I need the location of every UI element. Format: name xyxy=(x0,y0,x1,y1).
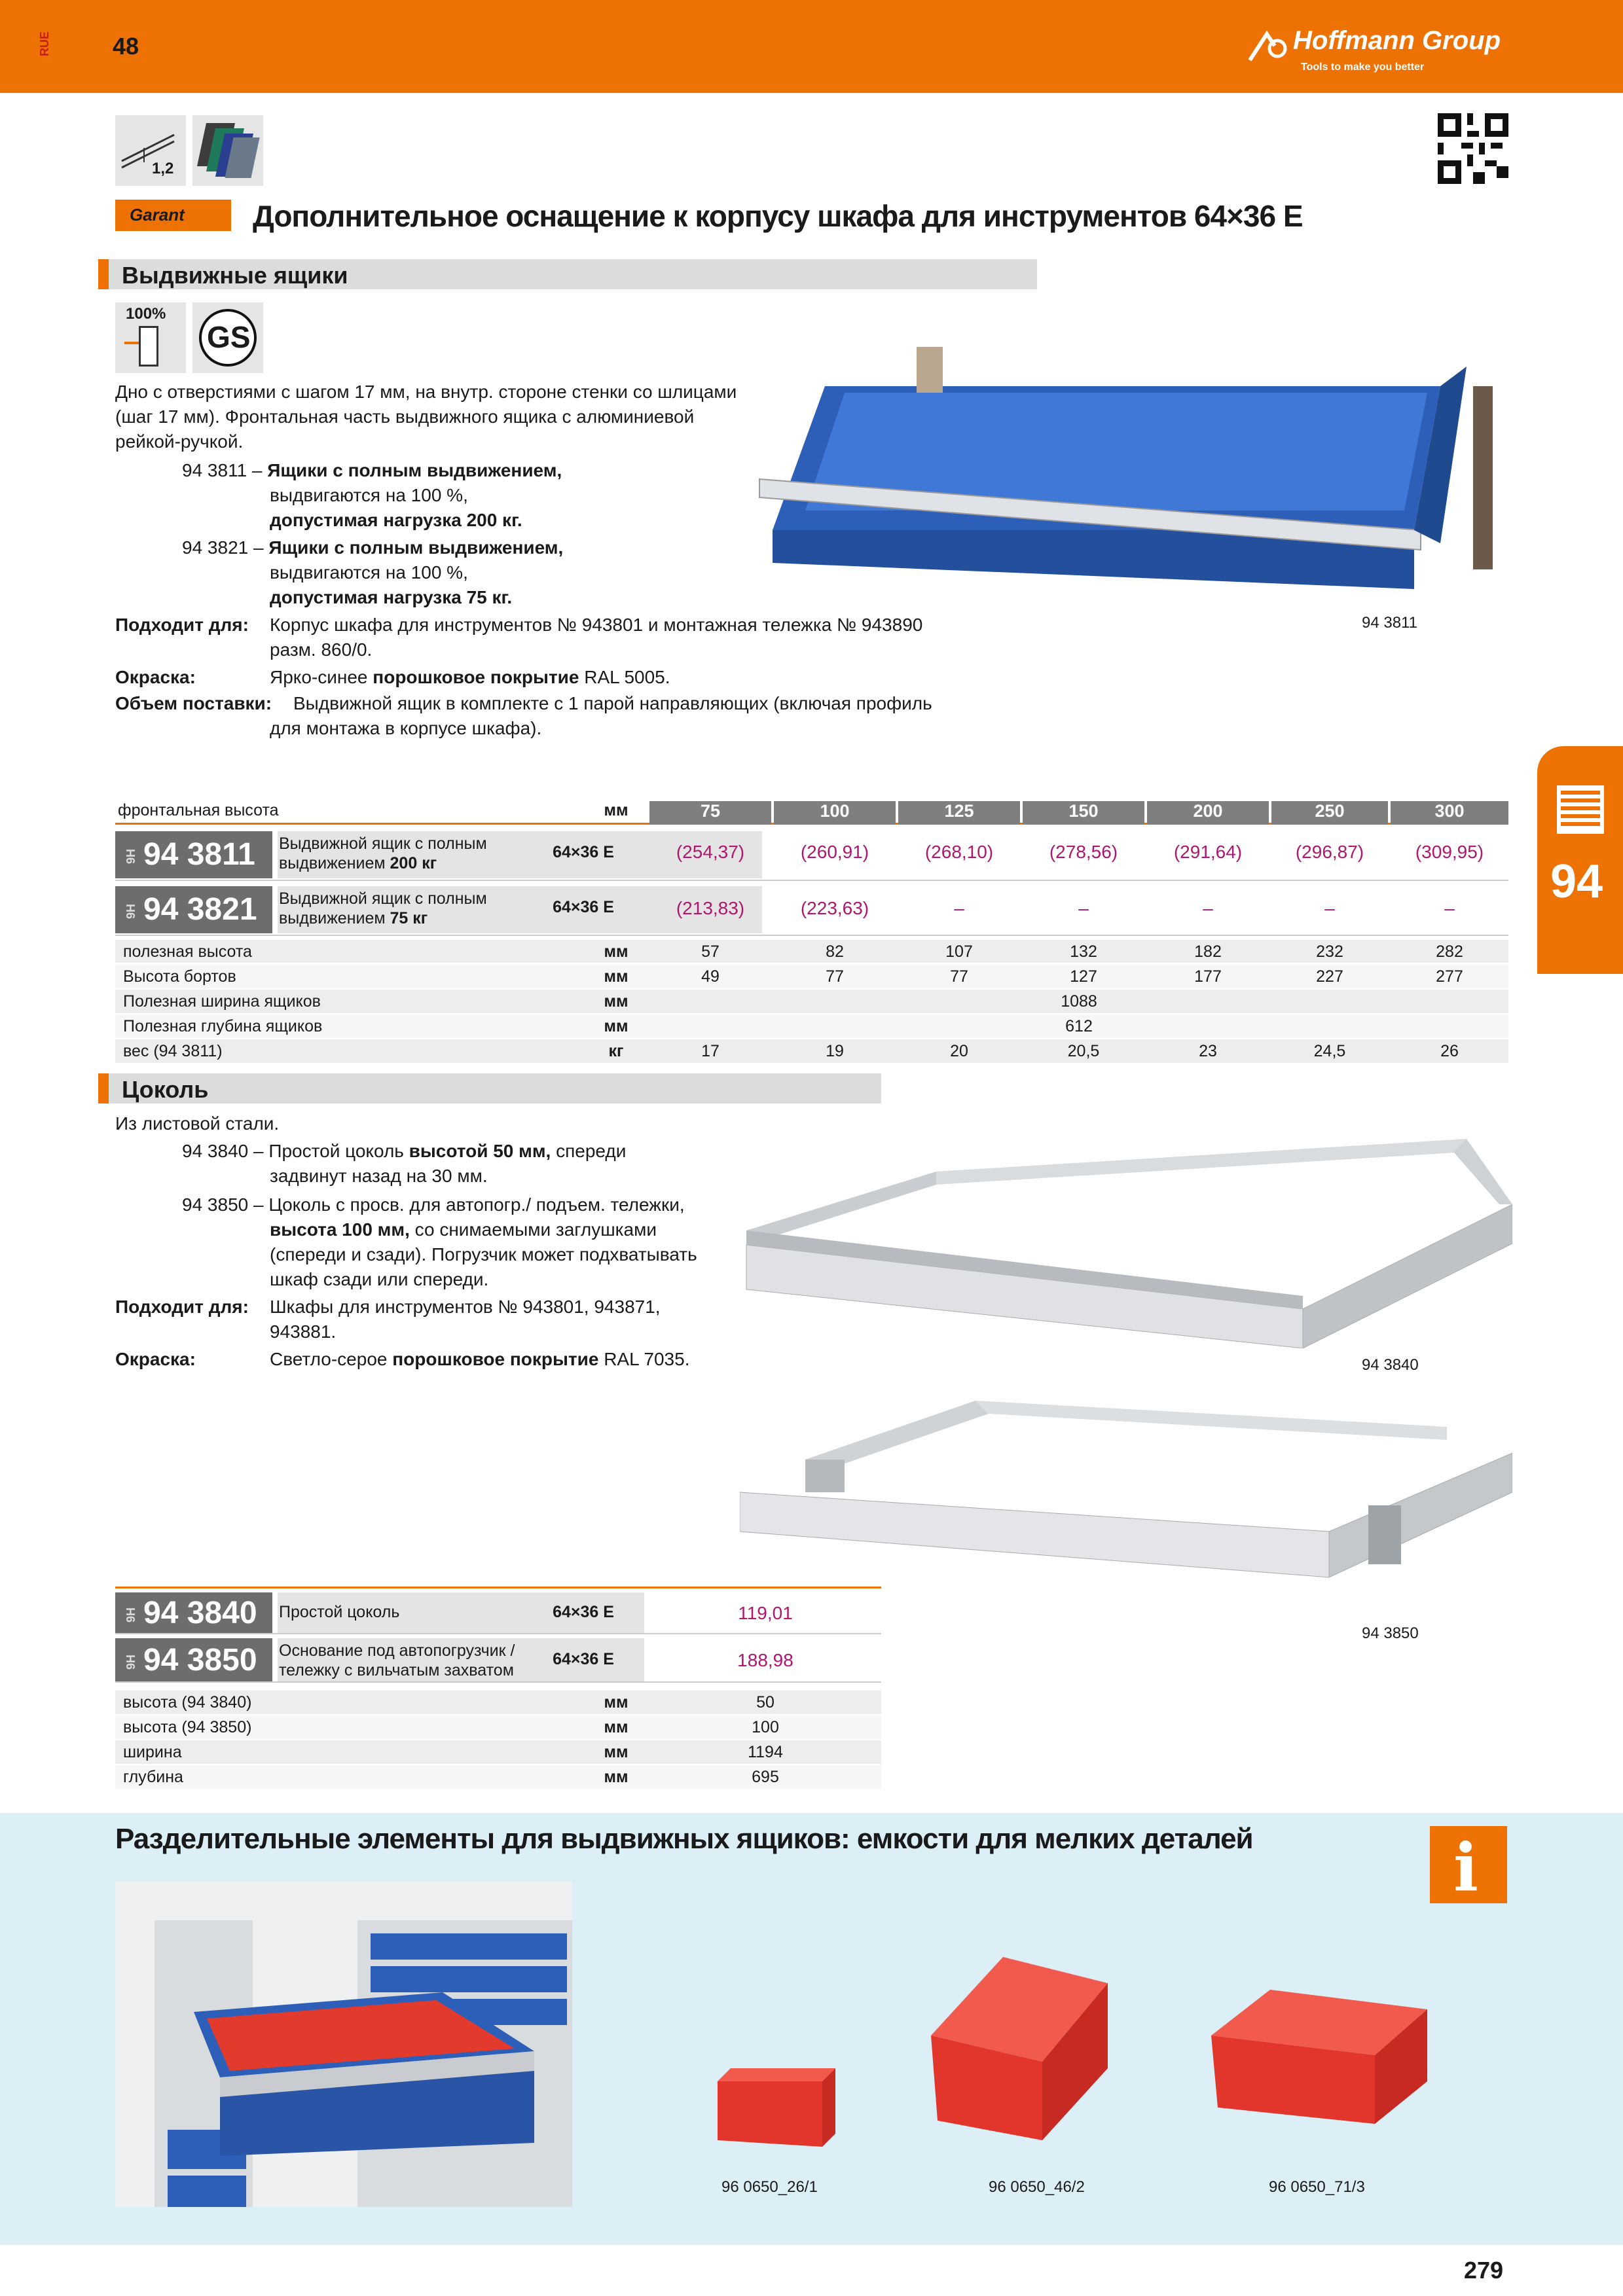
plinth-intro: Из листовой стали. xyxy=(115,1113,280,1134)
qr-code-icon xyxy=(1438,113,1508,185)
bin-large-image xyxy=(924,1950,1114,2147)
plinth-item-detail-4: шкаф сзади или спереди. xyxy=(270,1269,489,1289)
chapter-tab[interactable] xyxy=(1537,746,1623,974)
price: (260,91) xyxy=(800,842,869,862)
height-header: 300 xyxy=(1391,801,1508,825)
qr-code[interactable] xyxy=(1438,113,1508,185)
item-name: Ящики с полным выдвижением, xyxy=(267,460,562,480)
spec-row-depth: глубина мм 695 xyxy=(115,1765,881,1789)
price: – xyxy=(1078,898,1089,918)
fits-text: Корпус шкафа для инструментов № 943801 и монтажная тележка № 943890 xyxy=(270,615,923,635)
price: (223,63) xyxy=(800,898,869,918)
plinth-fits-text: Шкафы для инструментов № 943801, 943871, xyxy=(270,1297,661,1317)
scope-text-2: для монтажа в корпусе шкафа). xyxy=(270,718,542,738)
plinth-item-detail-2: высота 100 мм, со снимаемыми заглушками xyxy=(270,1219,657,1240)
bin-medium-image xyxy=(1205,1983,1427,2127)
product-size: 64×36 E xyxy=(553,898,614,916)
bin-caption-1: 96 0650_26/1 xyxy=(721,2178,818,2196)
garant-logo xyxy=(115,200,231,231)
article-number: 9H 94 3840 xyxy=(115,1592,272,1633)
item-code: 94 3811 – xyxy=(182,460,263,480)
plinth-item-detail-3: (спереди и сзади). Погрузчик может подхватывать xyxy=(270,1244,697,1265)
item-load: допустимая нагрузка 75 кг. xyxy=(270,587,513,607)
product-description: Основание под автопогрузчик / тележку с вильчатым захватом xyxy=(279,1641,515,1679)
spec-row-useful-height: полезная высота мм 57 82 107 132 182 232 282 xyxy=(115,940,1508,963)
page-number: 279 xyxy=(1464,2257,1504,2284)
bin-small-image xyxy=(711,2055,842,2153)
plinth-fits-text-2: 943881. xyxy=(270,1321,337,1342)
brand-name: Hoffmann Group xyxy=(1293,26,1501,55)
table-row xyxy=(115,801,1508,825)
item-name: Ящики с полным выдвижением, xyxy=(268,537,564,558)
height-header: 200 xyxy=(1147,801,1269,825)
page-header xyxy=(0,0,1623,93)
drawers-heading-text: Выдвижные ящики xyxy=(122,262,348,289)
item-load: допустимая нагрузка 200 кг. xyxy=(270,510,522,530)
paint-text: Ярко-синее порошковое покрытие RAL 5005. xyxy=(270,667,670,687)
info-icon[interactable] xyxy=(1430,1826,1507,1906)
brand-tagline: Tools to make you better xyxy=(1301,62,1425,73)
chapter-number: 94 xyxy=(1550,855,1603,908)
drawers-section-heading xyxy=(98,259,1037,289)
plinth-item-943840: 94 3840 – Простой цоколь высотой 50 мм, спереди xyxy=(182,1141,627,1161)
color-swatch-icon xyxy=(192,115,263,186)
item-detail: выдвигаются на 100 %, xyxy=(270,485,468,505)
spec-row-height-943850: высота (94 3850) мм 100 xyxy=(115,1715,881,1739)
price: – xyxy=(1324,898,1335,918)
product-row-943840[interactable] xyxy=(115,1592,881,1634)
product-row-943821[interactable] xyxy=(115,884,1508,936)
drawers-intro: Дно с отверстиями с шагом 17 мм, на внутр. стороне стенки со шлицами (шаг 17 мм). Фронтальная часть выдвижного ящика с алюминиевой рейкой-ручкой. xyxy=(115,382,737,452)
scope-label: Объем поставки: xyxy=(115,693,272,713)
fits-label: Подходит для: xyxy=(115,615,249,635)
height-header: 75 xyxy=(649,801,771,825)
plinth-paint-text: Светло-серое порошковое покрытие RAL 7035. xyxy=(270,1349,690,1369)
product-size: 64×36 E xyxy=(553,843,614,861)
info-glyph: i xyxy=(1453,1829,1478,1906)
price: (309,95) xyxy=(1415,842,1484,862)
unit: мм xyxy=(604,801,629,819)
dividers-title: Разделительные элементы для выдвижных ящиков: емкости для мелких деталей xyxy=(115,1823,1253,1855)
price: – xyxy=(1444,898,1455,918)
plinth-caption-2: 94 3850 xyxy=(1362,1624,1419,1642)
plinth-caption-1: 94 3840 xyxy=(1362,1356,1419,1374)
product-size: 64×36 E xyxy=(553,1650,614,1668)
height-header: 100 xyxy=(774,801,896,825)
plinth-943840-image xyxy=(740,1132,1512,1374)
gs-certification-icon xyxy=(192,302,263,373)
catalog-page-number: 48 xyxy=(113,33,139,60)
spec-row-side-height: Высота бортов мм 49 77 77 127 177 227 277 xyxy=(115,965,1508,988)
product-row-943850[interactable] xyxy=(115,1638,881,1683)
hoffmann-logo xyxy=(1247,26,1509,79)
spec-row-height-943840: высота (94 3840) мм 50 xyxy=(115,1691,881,1714)
spec-row-weight: вес (94 3811) кг 17 19 20 20,5 23 24,5 26 xyxy=(115,1039,1508,1063)
drawer-cabinet-icon xyxy=(1557,785,1604,834)
language-code: RUE xyxy=(38,31,51,57)
garant-brand: Garant xyxy=(130,205,185,224)
price: (278,56) xyxy=(1049,842,1118,862)
plinth-section-heading xyxy=(98,1073,881,1103)
price: (296,87) xyxy=(1295,842,1364,862)
gs-label: GS xyxy=(207,320,251,354)
full-extension-icon xyxy=(115,302,186,373)
front-height-label: фронтальная высота xyxy=(118,801,279,819)
product-description: Выдвижной ящик с полным выдвижением 75 кг xyxy=(279,889,487,927)
plinth-heading-text: Цоколь xyxy=(122,1076,209,1103)
price: 188,98 xyxy=(737,1650,793,1670)
price: (268,10) xyxy=(924,842,994,862)
drawer-item-943821 xyxy=(182,535,563,560)
fits-text-2: разм. 860/0. xyxy=(270,639,373,660)
thickness-label: 1,2 xyxy=(152,160,174,177)
plinth-item-detail: задвинут назад на 30 мм. xyxy=(270,1166,488,1186)
spec-row-width: ширина мм 1194 xyxy=(115,1740,881,1764)
plinth-paint-label: Окраска: xyxy=(115,1349,196,1369)
article-number: 9H 94 3850 xyxy=(115,1638,272,1681)
bin-caption-3: 96 0650_71/3 xyxy=(1269,2178,1365,2196)
plinth-item-943850: 94 3850 – Цоколь с просв. для автопогр./ подъем. тележки, xyxy=(182,1194,685,1215)
extension-label: 100% xyxy=(126,305,166,323)
product-size: 64×36 E xyxy=(553,1603,614,1621)
page-title: Дополнительное оснащение к корпусу шкафа для инструментов 64×36 E xyxy=(253,199,1303,233)
plinth-fits-label: Подходит для: xyxy=(115,1297,249,1317)
article-number: 9H 94 3811 xyxy=(115,831,272,878)
drawer-spec-table xyxy=(115,801,1508,1060)
price: (291,64) xyxy=(1173,842,1243,862)
cabinet-photo xyxy=(115,1881,572,2207)
price: – xyxy=(1203,898,1213,918)
price: 119,01 xyxy=(738,1603,793,1623)
price: (213,83) xyxy=(676,898,745,918)
hoffmann-logo-icon xyxy=(1247,30,1289,62)
drawer-image xyxy=(746,334,1519,632)
item-code: 94 3821 – xyxy=(182,537,264,558)
paint-label: Окраска: xyxy=(115,667,196,687)
bin-caption-2: 96 0650_46/2 xyxy=(989,2178,1085,2196)
height-header: 250 xyxy=(1271,801,1388,825)
article-number: 9H 94 3821 xyxy=(115,886,272,933)
scope-text: Выдвижной ящик в комплекте с 1 парой направляющих (включая профиль xyxy=(293,693,932,713)
drawer-image-caption: 94 3811 xyxy=(1362,614,1417,632)
product-description: Простой цоколь xyxy=(279,1603,400,1621)
price: – xyxy=(954,898,964,918)
price: (254,37) xyxy=(676,842,745,862)
item-detail: выдвигаются на 100 %, xyxy=(270,562,468,583)
sheet-thickness-icon xyxy=(115,115,186,186)
product-description: Выдвижной ящик с полным выдвижением 200 кг xyxy=(279,834,487,872)
drawer-item-943811 xyxy=(182,458,562,483)
plinth-spec-table xyxy=(115,1587,881,1789)
spec-row-useful-depth: Полезная глубина ящиков мм 612 xyxy=(115,1014,1508,1038)
height-header: 125 xyxy=(898,801,1020,825)
product-row-943811[interactable] xyxy=(115,829,1508,881)
spec-row-useful-width: Полезная ширина ящиков мм 1088 xyxy=(115,990,1508,1013)
height-header: 150 xyxy=(1023,801,1144,825)
